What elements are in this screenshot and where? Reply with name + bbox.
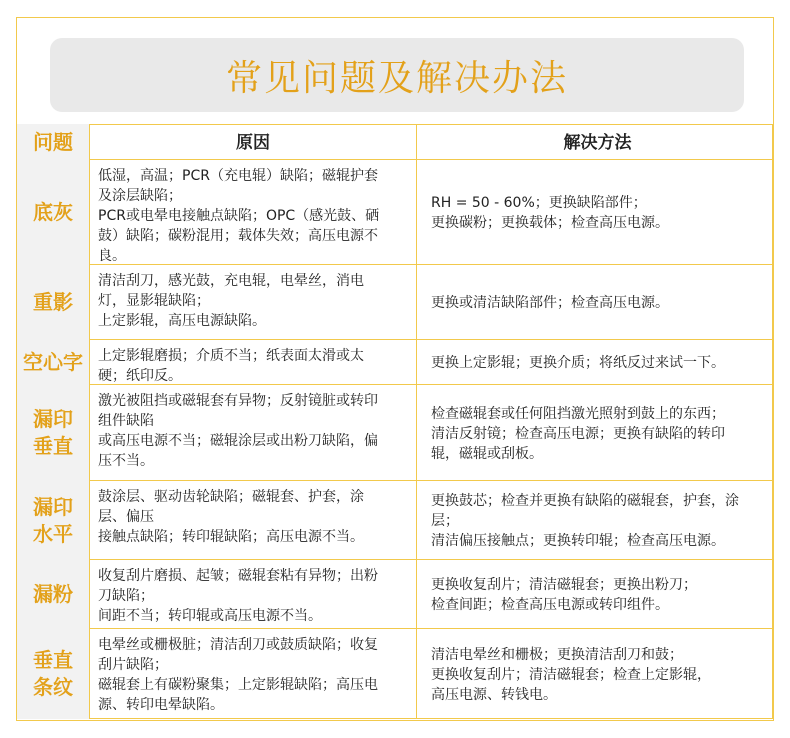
solution-cell: RH = 50 - 60%；更换缺陷部件； 更换碳粉；更换载体；检查高压电源。 — [417, 160, 773, 265]
solution-cell: 清洁电晕丝和栅极；更换清洁刮刀和鼓； 更换收复刮片；清洁磁辊套；检查上定影辊， 高压电源、转钱电。 — [417, 629, 773, 719]
table-row — [17, 160, 773, 265]
table-row — [17, 340, 773, 385]
table-row — [17, 385, 773, 481]
solution-cell: 更换收复刮片；清洁磁辊套；更换出粉刀； 检查间距；检查高压电源或转印组件。 — [417, 560, 773, 629]
cause-cell: 收复刮片磨损、起皱；磁辊套粘有异物；出粉 刀缺陷； 间距不当；转印辊或高压电源不当。 — [89, 560, 417, 629]
problem-cell: 漏粉 — [17, 560, 89, 629]
solution-cell: 更换上定影辊；更换介质；将纸反过来试一下。 — [417, 340, 773, 385]
cause-cell: 鼓涂层、驱动齿轮缺陷；磁辊套、护套，涂 层、偏压 接触点缺陷；转印辊缺陷；高压电源不当。 — [89, 481, 417, 560]
table-row — [17, 265, 773, 340]
page-title: 常见问题及解决办法 — [225, 57, 568, 99]
problem-cell: 底灰 — [17, 160, 89, 265]
title-banner — [50, 38, 744, 112]
table-row — [17, 560, 773, 629]
header-solution: 解决方法 — [417, 124, 773, 160]
cause-cell: 低湿，高温；PCR（充电辊）缺陷；磁辊护套 及涂层缺陷； PCR或电晕电接触点缺陷；OPC（感光鼓、硒 鼓）缺陷；碳粉混用；载体失效；高压电源不 良。 — [89, 160, 417, 265]
problem-cell: 垂直 条纹 — [17, 629, 89, 719]
cause-cell: 上定影辊磨损；介质不当；纸表面太滑或太 硬；纸印反。 — [89, 340, 417, 385]
cause-cell: 电晕丝或栅极脏；清洁刮刀或鼓质缺陷；收复 刮片缺陷； 磁辊套上有碳粉聚集；上定影辊缺陷；高压电 源、转印电晕缺陷。 — [89, 629, 417, 719]
solution-cell: 更换或清洁缺陷部件；检查高压电源。 — [417, 265, 773, 340]
table-header-row — [17, 124, 773, 160]
faq-table — [17, 124, 773, 719]
problem-cell: 空心字 — [17, 340, 89, 385]
header-cause: 原因 — [89, 124, 417, 160]
solution-cell: 检查磁辊套或任何阻挡激光照射到鼓上的东西； 清洁反射镜；检查高压电源；更换有缺陷的转印 辊，磁辊或刮板。 — [417, 385, 773, 481]
header-problem: 问题 — [17, 124, 89, 160]
table-row — [17, 481, 773, 560]
problem-cell: 重影 — [17, 265, 89, 340]
solution-cell: 更换鼓芯；检查并更换有缺陷的磁辊套，护套，涂 层； 清洁偏压接触点；更换转印辊；检查高压电源。 — [417, 481, 773, 560]
cause-cell: 清洁刮刀，感光鼓，充电辊，电晕丝，消电 灯，显影辊缺陷； 上定影辊，高压电源缺陷。 — [89, 265, 417, 340]
table-row — [17, 629, 773, 719]
problem-cell: 漏印 水平 — [17, 481, 89, 560]
problem-cell: 漏印 垂直 — [17, 385, 89, 481]
cause-cell: 激光被阻挡或磁辊套有异物；反射镜脏或转印 组件缺陷 或高压电源不当；磁辊涂层或出粉刀缺陷，偏 压不当。 — [89, 385, 417, 481]
